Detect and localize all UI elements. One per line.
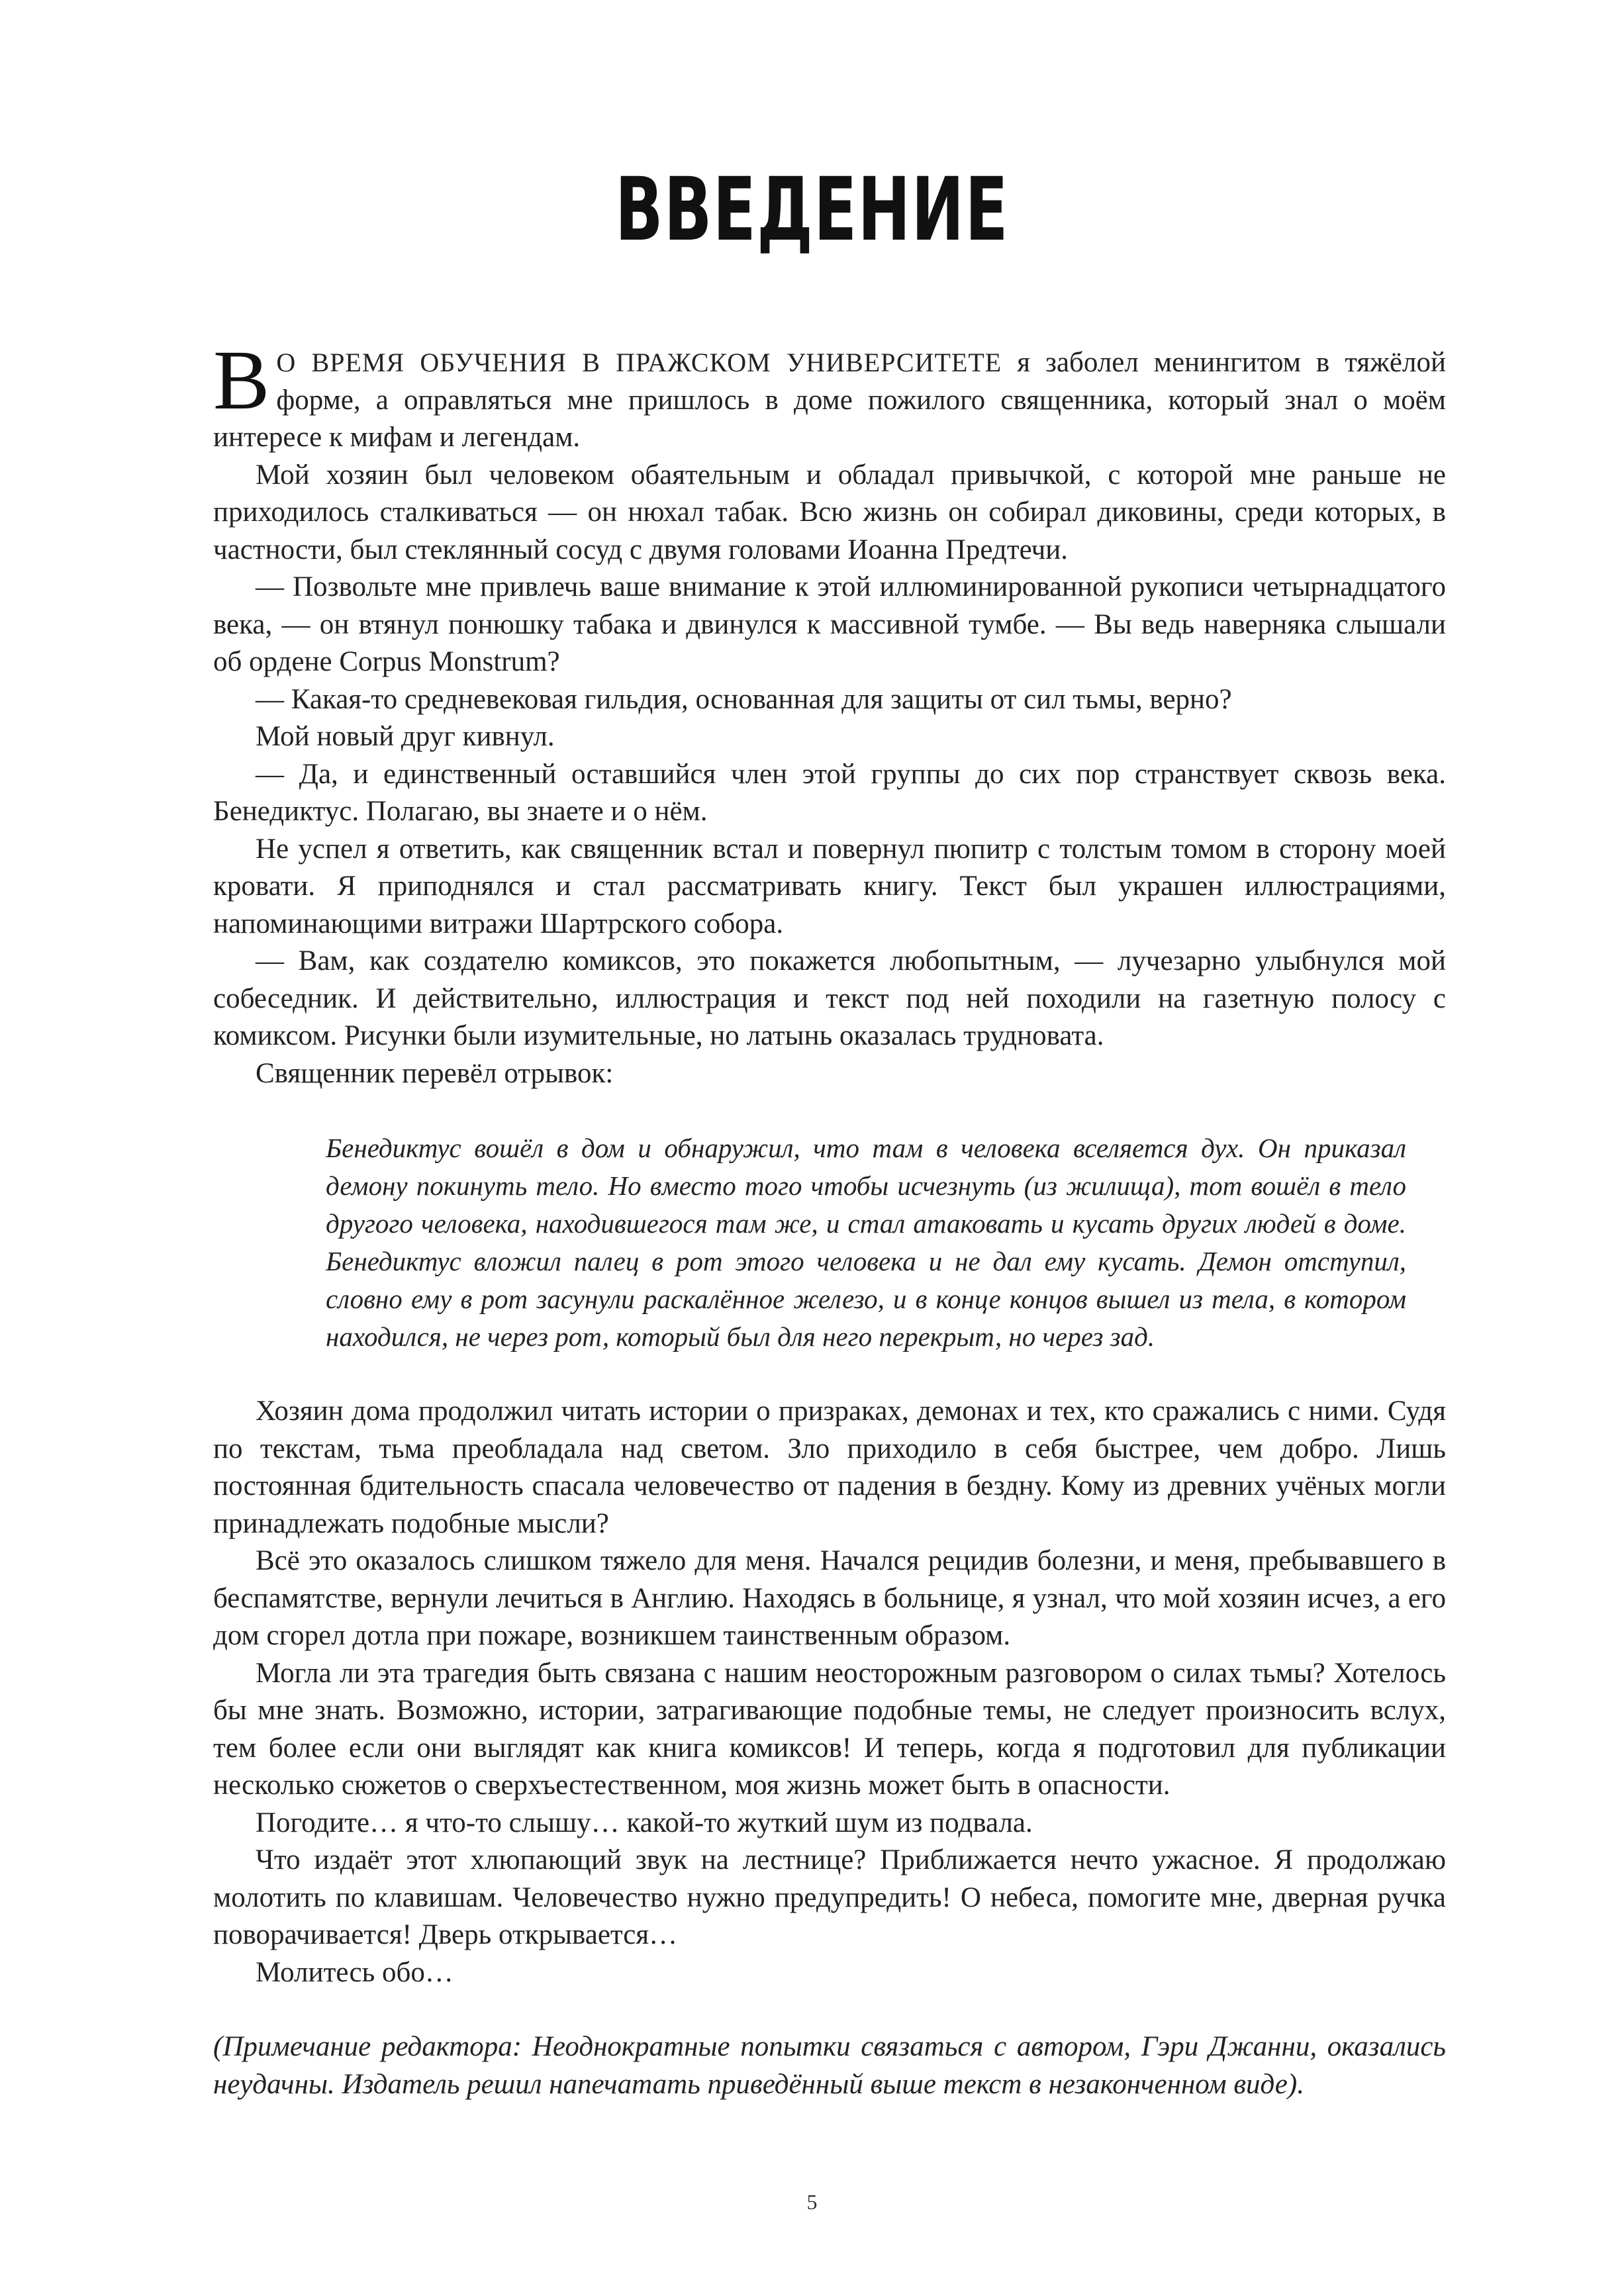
page-title: ВВЕДЕНИЕ [615,159,1009,261]
paragraph: Священник перевёл отрывок: [256,1057,614,1089]
drop-cap: В [213,333,270,427]
intro-lead-rest: я заболел менингитом в тяжёлой форме, а оправляться мне пришлось в доме пожилого священника, который знал о моём интересе к мифам и легендам. [213,347,1446,453]
body-text [213,333,1446,2103]
paragraph: — Какая-то средневековая гильдия, основанная для защиты от сил тьмы, верно? [256,683,1232,715]
paragraph: Хозяин дома продолжил читать истории о призраках, демонах и тех, кто сражались с ними. Судя по текстам, тьма преобладала над светом. Зло приходило в себя быстрее, чем добро. Лишь постоянная бдительность спасала человечество от падения в бездну. Кому из древних учёных могли принадлежать подобные мысли? [213,1396,1446,1539]
intro-lead-caps: О ВРЕМЯ ОБУЧЕНИЯ В ПРАЖСКОМ УНИВЕРСИТЕТЕ [276,348,1002,377]
page-number: 5 [806,2190,818,2214]
paragraph: Мой хозяин был человеком обаятельным и обладал привычкой, с которой мне раньше не приходилось сталкиваться — он нюхал табак. Всю жизнь он собирал диковины, среди которых, в частности, был стеклянный сосуд с двумя головами Иоанна Предтечи. [213,459,1446,565]
paragraph: Всё это оказалось слишком тяжело для меня. Начался рецидив болезни, и меня, пребывавшего в беспамятстве, вернули лечиться в Англию. Находясь в больнице, я узнал, что мой хозяин исчез, а его дом сгорел дотла при пожаре, возникшем таинственным образом. [213,1545,1446,1651]
intro-paragraph [213,333,1446,457]
paragraph: Погодите… я что-то слышу… какой-то жуткий шум из подвала. [256,1807,1033,1838]
paragraph: — Позвольте мне привлечь ваше внимание к этой иллюминированной рукописи четырнадцатого века, — он втянул понюшку табака и двинулся к массивной тумбе. — Вы ведь наверняка слышали об ордене Corpus Monstrum? [213,571,1446,677]
paragraph: Молитесь обо… [256,1956,454,1988]
paragraph: Что издаёт этот хлюпающий звук на лестнице? Приближается нечто ужасное. Я продолжаю молотить по клавишам. Человечество нужно предупредить! О небеса, помогите мне, дверная ручка поворачивается! Дверь открывается… [213,1844,1446,1950]
paragraph: — Да, и единственный оставшийся член этой группы до сих пор странствует сквозь века. Бенедиктус. Полагаю, вы знаете и о нём. [213,758,1446,827]
paragraph: Не успел я ответить, как священник встал и повернул пюпитр с толстым томом в сторону моей кровати. Я приподнялся и стал рассматривать книгу. Текст был украшен иллюстрациями, напоминающими витражи Шартрского собора. [213,833,1446,939]
paragraph: — Вам, как создателю комиксов, это покажется любопытным, — лучезарно улыбнулся мой собеседник. И действительно, иллюстрация и текст под ней походили на газетную полосу с комиксом. Рисунки были изумительные, но латынь оказалась трудновата. [213,945,1446,1051]
paragraph: Мой новый друг кивнул. [256,721,555,752]
manuscript-quote: Бенедиктус вошёл в дом и обнаружил, что там в человека вселяется дух. Он приказал демону покинуть тело. Но вместо того чтобы исчезнуть (из жилища), тот вошёл в тело другого человека, находившегося там же, и стал атаковать и кусать других людей в доме. Бенедиктус вложил палец в рот этого человека и не дал ему кусать. Демон отступил, словно ему в рот засунули раскалённое железо, и в конце концов вышел из тела, в котором находился, не через рот, который был для него перекрыт, но через зад. [326,1133,1406,1352]
editor-note: (Примечание редактора: Неоднократные попытки связаться с автором, Гэри Джанни, оказались неудачны. Издатель решил напечатать приведённый выше текст в незаконченном виде). [213,2031,1446,2100]
paragraph: Могла ли эта трагедия быть связана с нашим неосторожным разговором о силах тьмы? Хотелось бы мне знать. Возможно, истории, затрагивающие подобные темы, не следует произносить вслух, тем более если они выглядят как книга комиксов! И теперь, когда я подготовил для публикации несколько сюжетов о сверхъестественном, моя жизнь может быть в опасности. [213,1657,1446,1801]
